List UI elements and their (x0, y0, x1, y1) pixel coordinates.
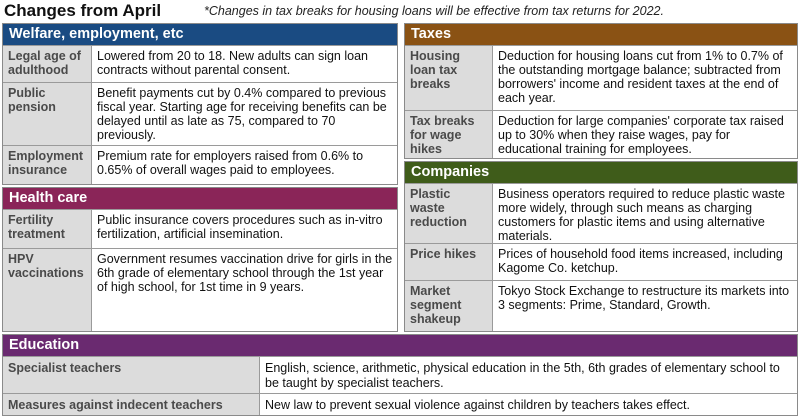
taxes-row-wage (405, 110, 797, 158)
welfare-row-adulthood (3, 45, 397, 82)
row-text: Prices of household food items increased, including Kagome Co. ketchup. (492, 244, 797, 280)
health-panel (2, 187, 398, 332)
taxes-header: Taxes (405, 24, 797, 45)
health-row-fertility (3, 209, 397, 248)
taxes-row-housing (405, 45, 797, 110)
row-text: Deduction for large companies' corporate tax raised up to 30% when they raise wages, pay for educational training for employees. (492, 111, 797, 158)
row-label: Legal age of adulthood (3, 46, 91, 82)
welfare-row-pension (3, 82, 397, 145)
companies-header: Companies (405, 162, 797, 183)
row-text: English, science, arithmetic, physical education in the 5th, 6th grades of elementary school to be taught by specialist teachers. (259, 357, 797, 393)
companies-row-market (405, 280, 797, 331)
health-row-hpv (3, 248, 397, 331)
welfare-panel (2, 23, 398, 185)
companies-row-plastic (405, 183, 797, 243)
row-text: Premium rate for employers raised from 0.6% to 0.65% of overall wages paid to employees. (91, 146, 397, 184)
education-header: Education (3, 335, 797, 356)
education-row-indecent (3, 393, 797, 415)
row-text: Lowered from 20 to 18. New adults can sign loan contracts without parental consent. (91, 46, 397, 82)
welfare-row-insurance (3, 145, 397, 184)
row-label: Employment insurance (3, 146, 91, 184)
row-text: Deduction for housing loans cut from 1% to 0.7% of the outstanding mortgage balance; subtracted from borrowers' income and resident taxes at the end of each year. (492, 46, 797, 110)
row-label: Market segment shakeup (405, 281, 492, 331)
row-text: Government resumes vaccination drive for girls in the 6th grade of elementary school through the 1st year of high school, for 1st time in 9 years. (91, 249, 397, 331)
row-label: Fertility treatment (3, 210, 91, 248)
welfare-header: Welfare, employment, etc (3, 24, 397, 45)
row-text: Public insurance covers procedures such as in-vitro fertilization, artificial insemination. (91, 210, 397, 248)
companies-row-prices (405, 243, 797, 280)
companies-panel (404, 161, 798, 332)
row-label: HPV vaccinations (3, 249, 91, 331)
row-label: Housing loan tax breaks (405, 46, 492, 110)
footnote: *Changes in tax breaks for housing loans will be effective from tax returns for 2022. (204, 4, 664, 18)
row-label: Plastic waste reduction (405, 184, 492, 243)
page-title: Changes from April (4, 1, 162, 20)
row-label: Price hikes (405, 244, 492, 280)
row-text: Tokyo Stock Exchange to restructure its markets into 3 segments: Prime, Standard, Growth. (492, 281, 797, 331)
row-text: Business operators required to reduce plastic waste more widely, through such means as charging customers for plastic items and using alternative materials. (492, 184, 797, 243)
row-label: Public pension (3, 83, 91, 145)
row-label: Specialist teachers (3, 357, 259, 393)
taxes-panel (404, 23, 798, 159)
row-label: Tax breaks for wage hikes (405, 111, 492, 158)
education-panel (2, 334, 798, 416)
health-header: Health care (3, 188, 397, 209)
row-label: Measures against indecent teachers (3, 394, 259, 415)
education-row-specialist (3, 356, 797, 393)
row-text: New law to prevent sexual violence against children by teachers takes effect. (259, 394, 797, 415)
row-text: Benefit payments cut by 0.4% compared to previous fiscal year. Starting age for receiving benefits can be delayed until as late as 75, compared to 70 previously. (91, 83, 397, 145)
